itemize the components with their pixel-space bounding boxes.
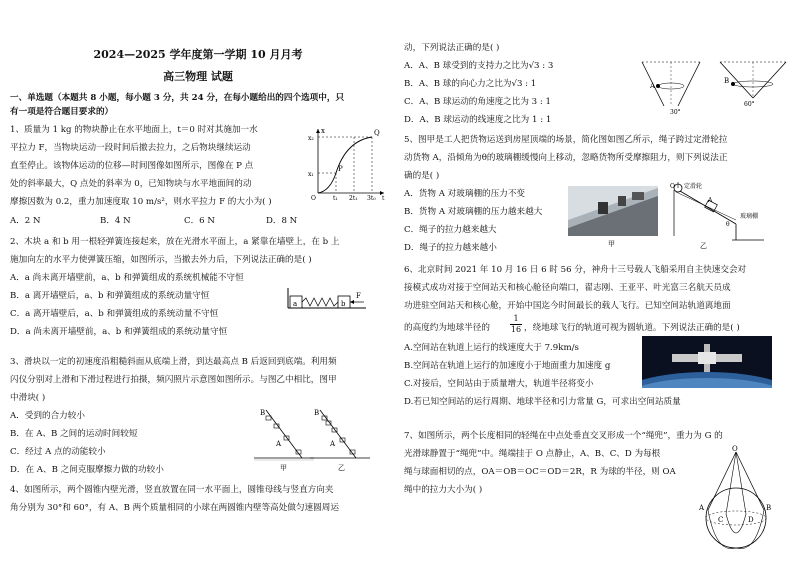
section-heading: 一、单选题（本题共 8 小题，每小题 3 分，共 24 分，在每小题给出的四个选项中，只	[10, 93, 345, 103]
q2-label-f: F	[356, 292, 361, 300]
q1-label-x2: x₂	[308, 135, 314, 142]
q4-option-d: D．A、B 球运动的线速度之比为 1 : 1	[404, 115, 552, 125]
q5-option-a: A．货物 A 对玻璃棚的压力不变	[404, 189, 526, 199]
q7-line: 绳中的拉力大小为( )	[404, 485, 483, 495]
q6-line: 接模式成功对接于空间站天和核心舱径向端口，翟志刚、王亚平、叶光富三名航天员成	[404, 283, 731, 293]
q5-label-yi: 乙	[700, 242, 707, 250]
q1-label-t3: 3t₀	[367, 195, 376, 200]
q6-fraction	[510, 314, 522, 335]
exam-title: 2024—2025 学年度第一学期 10 月月考	[93, 48, 303, 61]
q1-xt-graph	[308, 125, 388, 200]
q3-option-a: A．受到的合力较小	[10, 411, 85, 421]
q2-option-d: D．a 尚未离开墙壁前，a、b 和弹簧组成的系统动量守恒	[10, 327, 228, 337]
q1-option-d: D．8 N	[266, 216, 298, 226]
q2-spring-figure	[286, 286, 368, 312]
q1-label-x1: x₁	[308, 171, 314, 178]
q1-line: 直至停止。该物体运动的位移—时间图像如图所示，图像在 P 点	[10, 161, 254, 171]
q5-line: 5、图甲是工人把货物运送到房屋顶端的场景，简化图如图乙所示，绳子跨过定滑轮拉	[404, 135, 728, 145]
q3-option-c: C．经过 A 点的动能较小	[10, 447, 106, 457]
q5-option-b: B．货物 A 对玻璃棚的压力越来越大	[404, 207, 543, 217]
q1-label-t2: 2t₁	[349, 195, 358, 200]
q4-line: 4、如图所示，两个圆锥内壁光滑，竖直放置在同一水平面上，圆锥母线与竖直方向夹	[10, 485, 334, 495]
q2-label-b: b	[341, 300, 346, 308]
q1-label-t: t	[382, 195, 385, 200]
q3-label-b-yi: B	[314, 409, 320, 417]
q6-line: 功进驻空间站天和核心舱，开始中国迄今时间最长的载人飞行。已知空间站轨道离地面	[404, 301, 731, 311]
q5-line: 确的是( )	[404, 171, 440, 181]
q7-line: 绳与球面相切的点，OA＝OB＝OC＝OD＝2R，R 为球的半径，则 OA	[404, 467, 676, 477]
q3-label-yi: 乙	[338, 464, 345, 472]
q7-label-c: C	[718, 516, 724, 524]
q4-option-a: A．A、B 球受到的支持力之比为√3 : 3	[404, 61, 554, 71]
q4-line: 动，下列说法正确的是( )	[404, 43, 500, 53]
q3-label-a-jia: A	[276, 440, 282, 448]
q4-cones-figure	[640, 58, 788, 116]
q5-pulley-diagram	[666, 180, 766, 250]
q1-label-q: Q	[374, 129, 380, 137]
q3-label-jia: 甲	[280, 464, 287, 472]
q2-line: 施加向左的水平力使弹簧压缩，如图所示，当撤去外力后，下列说法正确的是( )	[10, 255, 312, 265]
q7-label-a: A	[699, 504, 705, 512]
q5-option-c: C．绳子的拉力越来越大	[404, 225, 497, 235]
q7-label-d: D	[748, 516, 754, 524]
q1-line: 摩擦因数为 0.2，重力加速度取 10 m/s²，则水平拉力 F 的大小为( )	[10, 197, 272, 207]
q3-line: 中滑块( )	[10, 393, 46, 403]
q1-label-t1: t₁	[333, 195, 338, 200]
q6-line: 6、北京时间 2021 年 10 月 16 日 6 时 56 分，神舟十三号载人飞船采用自主快速交会对	[404, 265, 747, 275]
q2-option-c: C．a 离开墙壁后，a、b 和弹簧组成的系统动量不守恒	[10, 309, 219, 319]
q6-fraction-denominator: 16	[510, 325, 522, 334]
q7-label-b: B	[766, 504, 772, 512]
q6-option-b: B.空间站在轨道上运行的加速度小于地面重力加速度 g	[404, 361, 611, 371]
q4-label-a: A	[650, 82, 656, 90]
q3-option-d: D．在 A、B 之间克服摩擦力做的功较小	[10, 465, 164, 475]
q7-sphere-figure	[696, 444, 776, 556]
q3-line: 3、滑块以一定的初速度沿粗糙斜面从底端上滑，到达最高点 B 后返回到底端。利用频	[10, 357, 337, 367]
q6-line: 的高度约为地球半径的	[404, 323, 490, 333]
q3-label-b-jia: B	[260, 409, 266, 417]
q3-line: 闪仪分别对上滑和下滑过程进行拍摄，频闪照片示意图如图所示。与图乙中相比，图甲	[10, 375, 337, 385]
q4-label-60: 60°	[744, 101, 755, 108]
q7-label-o: O	[732, 445, 738, 453]
q2-option-b: B．a 离开墙壁后，a、b 和弹簧组成的系统动量守恒	[10, 291, 210, 301]
q1-line: 平拉力 F，当物块运动一段时间后撤去拉力，之后物块继续运动	[10, 143, 251, 153]
q6-fraction-numerator: 1	[510, 314, 522, 325]
q5-label-pulley: 定滑轮	[684, 183, 703, 190]
q4-option-b: B．A、B 球的向心力之比为√3 : 1	[404, 79, 537, 89]
q2-line: 2、木块 a 和 b 用一根轻弹簧连接起来，放在光滑水平面上，a 紧靠在墙壁上，在 b 上	[10, 237, 340, 247]
q6-line: ，绕地球飞行的轨道可视为圆轨道。下列说法正确的是( )	[524, 323, 740, 333]
q5-label-o: O	[670, 183, 675, 190]
q5-label-jia: 甲	[608, 240, 615, 248]
q1-line: 处的斜率最大，Q 点处的斜率为 0，已知物块与水平地面间的动	[10, 179, 252, 189]
q1-option-a: A．2 N	[10, 216, 41, 226]
q4-line: 角分别为 30°和 60°，有 A、B 两个质量相同的小球在两圆锥内壁等高处做匀速圆周运	[10, 503, 339, 513]
q6-option-d: D.若已知空间站的运行周期、地球半径和引力常量 G，可求出空间站质量	[404, 397, 681, 407]
q5-label-a: A	[708, 197, 713, 204]
q1-label-x: x	[321, 127, 325, 135]
q1-label-origin: O	[311, 195, 316, 200]
q6-option-c: C.对接后，空间站由于质量增大，轨道半径将变小	[404, 379, 594, 389]
exam-subtitle: 高三物理 试题	[163, 70, 233, 83]
q2-option-a: A．a 尚未离开墙壁前，a、b 和弹簧组成的系统机械能不守恒	[10, 273, 244, 283]
q5-worker-photo	[568, 186, 658, 248]
q3-option-b: B．在 A、B 之间的运动时间较短	[10, 429, 138, 439]
q3-label-a-yi: A	[330, 440, 336, 448]
section-heading-2: 有一项是符合题目要求的）	[10, 107, 114, 117]
q4-label-b: B	[724, 77, 730, 85]
q7-line: 7、如图所示，两个长度相同的轻绳在中点处垂直交叉形成一个“绳兜”，重力为 G 的	[404, 431, 723, 441]
q7-line: 光滑球静置于“绳兜”中。绳端挂于 O 点静止，A、B、C、D 为每根	[404, 449, 661, 459]
q3-incline-figure	[252, 406, 372, 472]
q1-option-b: B．4 N	[100, 216, 131, 226]
q6-space-station-photo	[642, 336, 772, 388]
q5-label-glass: 玻璃棚	[740, 213, 759, 220]
q1-option-c: C．6 N	[184, 216, 215, 226]
q4-label-30: 30°	[670, 109, 681, 116]
q5-label-theta: θ	[726, 221, 730, 228]
q1-line: 1、质量为 1 kg 的物块静止在水平地面上，t＝0 时对其施加一水	[10, 125, 258, 135]
q1-label-p: P	[338, 165, 343, 173]
q6-option-a: A.空间站在轨道上运行的线速度大于 7.9km/s	[404, 343, 579, 353]
q2-label-a: a	[293, 300, 298, 308]
q4-option-c: C．A、B 球运动的角速度之比为 3 : 1	[404, 97, 551, 107]
q5-line: 动货物 A，沿倾角为θ的玻璃棚缓慢向上移动，忽略货物所受摩擦阻力，则下列说法正	[404, 153, 728, 163]
q5-option-d: D．绳子的拉力越来越小	[404, 243, 497, 253]
